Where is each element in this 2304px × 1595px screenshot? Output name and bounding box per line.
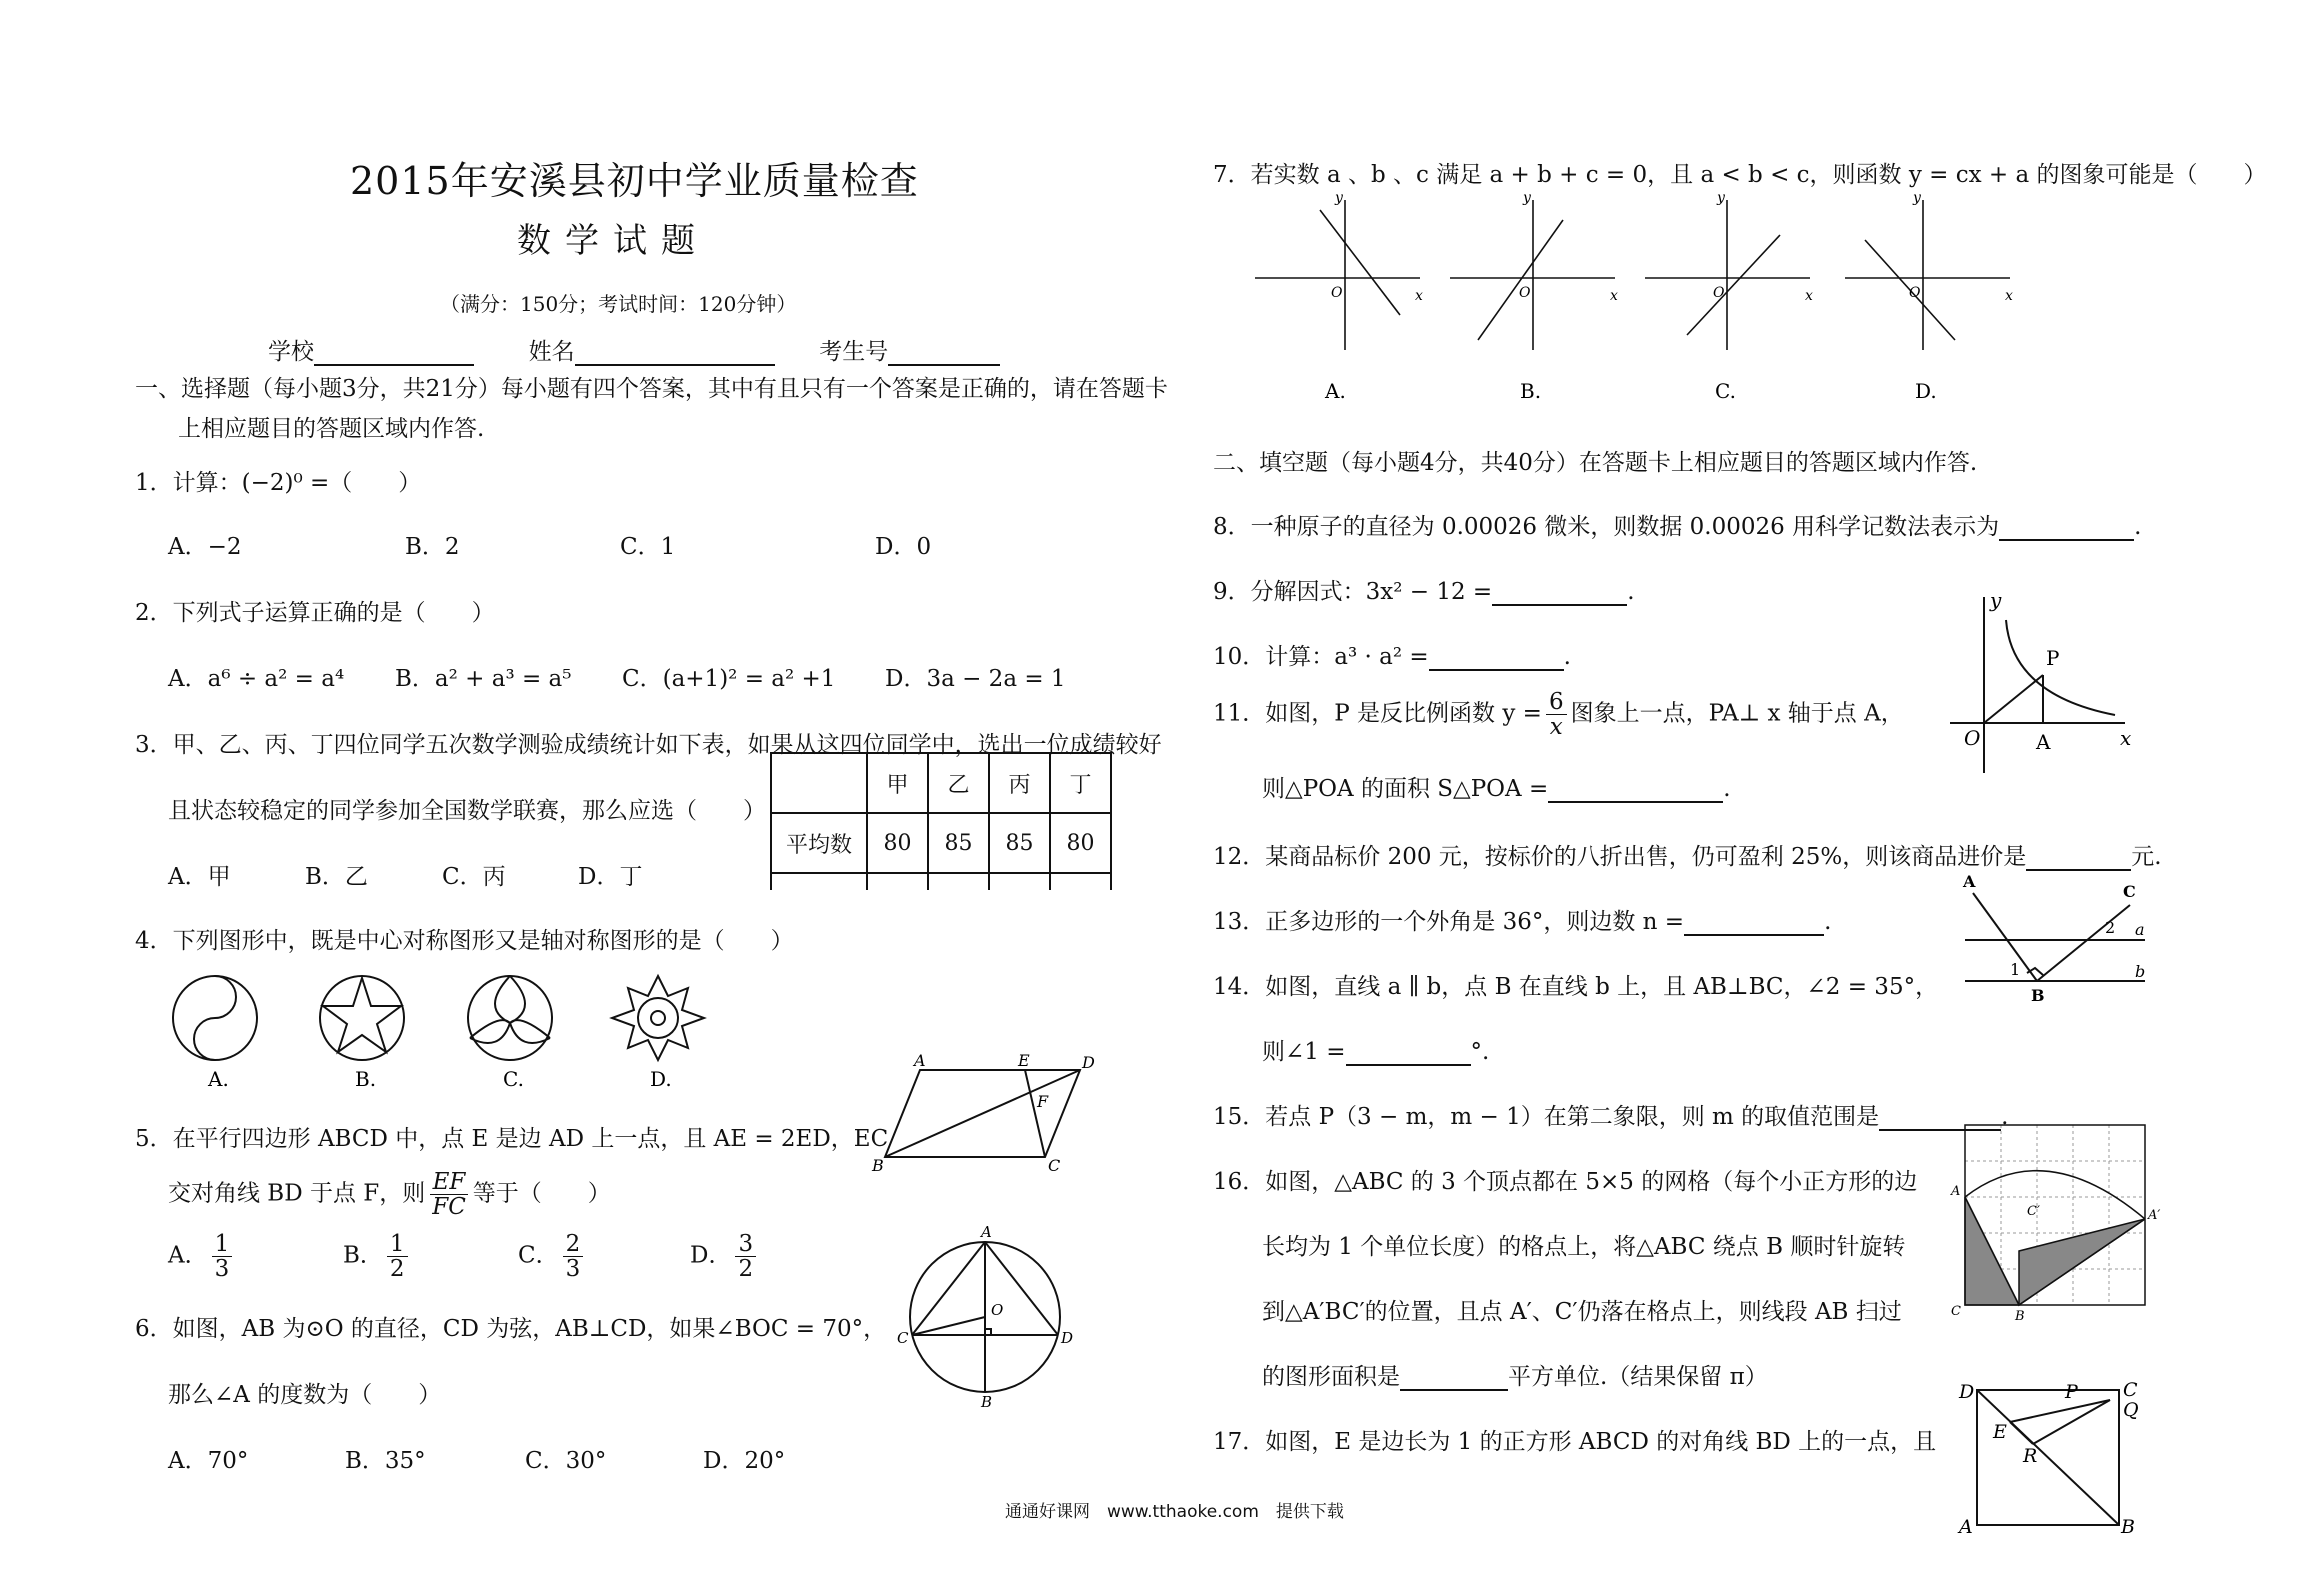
q4-figure-c xyxy=(468,976,552,1060)
table-cell: 85 xyxy=(989,813,1050,873)
q5-line2-pre: 交对角线 BD 于点 F，则 xyxy=(168,1180,426,1207)
svg-text:A: A xyxy=(1951,1184,1961,1199)
footer-credit: 通通好课网 www.tthaoke.com 提供下载 xyxy=(1005,1502,1344,1522)
svg-text:B: B xyxy=(2121,1516,2135,1538)
q4-label-c: C. xyxy=(503,1067,524,1091)
table-cell: 85 xyxy=(928,813,989,873)
svg-text:C: C xyxy=(2123,882,2136,901)
q4-figures xyxy=(170,968,690,1098)
svg-text:x: x xyxy=(1805,288,1813,304)
svg-text:O: O xyxy=(1331,285,1343,301)
q1-stem: 1．计算：(−2)⁰ =（ ） xyxy=(135,470,422,496)
q14-answer-blank[interactable] xyxy=(1346,1042,1471,1066)
q12-answer-blank[interactable] xyxy=(2026,847,2131,871)
q5-fraction: $\frac{EF}{FC}$ xyxy=(429,1170,469,1219)
q7-graph-b xyxy=(1450,200,1615,350)
section1-heading-line2: 上相应题目的答题区域内作答. xyxy=(178,416,485,442)
q2-option-a: A．a⁶ ÷ a² = a⁴ xyxy=(168,666,345,692)
svg-text:B: B xyxy=(2015,1309,2025,1324)
q11-figure xyxy=(1950,585,2140,775)
q4-figure-a xyxy=(173,976,257,1060)
svg-text:D: D xyxy=(1959,1381,1975,1403)
exam-no-label: 考生号 xyxy=(819,339,889,365)
q9-answer-blank[interactable] xyxy=(1492,582,1627,606)
q6-circle-figure xyxy=(893,1223,1074,1411)
q10: 10．计算：a³ · a² = . xyxy=(1213,644,1571,670)
school-field[interactable] xyxy=(314,342,474,366)
svg-text:O: O xyxy=(1713,285,1725,301)
q13-answer-blank[interactable] xyxy=(1684,912,1824,936)
q7-graph-d xyxy=(1845,200,2010,350)
svg-text:A′: A′ xyxy=(2148,1208,2161,1223)
q5-option-c: C． $\frac{2}{3}$ xyxy=(518,1232,690,1281)
q16-line3: 到△A′BC′的位置，且点 A′、C′仍落在格点上，则线段 AB 扫过 xyxy=(1262,1299,1902,1325)
svg-text:P: P xyxy=(2046,646,2060,670)
table-row-label: 平均数 xyxy=(771,813,867,873)
q11-fraction: $\frac{6}{x}$ xyxy=(1546,690,1567,739)
q2-option-b: B．a² + a³ = a⁵ xyxy=(395,666,572,692)
q9: 9．分解因式：3x² − 12 = . xyxy=(1213,579,1635,605)
q3-line1: 3．甲、乙、丙、丁四位同学五次数学测验成绩统计如下表，如果从这四位同学中，选出一位成绩较好 xyxy=(135,732,1162,758)
svg-text:C: C xyxy=(1048,1156,1061,1175)
q12: 12．某商品标价 200 元，按标价的八折出售，仍可盈利 25%，则该商品进价是 元. xyxy=(1213,844,2162,870)
q3-line2: 且状态较稳定的同学参加全国数学联赛，那么应选（ ） xyxy=(168,798,766,824)
q5-option-a: A． $\frac{1}{3}$ xyxy=(168,1232,343,1281)
candidate-fields xyxy=(268,333,1000,366)
q1-option-a: A．−2 xyxy=(168,534,242,560)
q3-score-table xyxy=(770,752,1112,890)
svg-text:D: D xyxy=(1082,1053,1095,1072)
svg-text:F: F xyxy=(1037,1092,1049,1111)
table-cell xyxy=(771,753,867,813)
svg-text:O: O xyxy=(991,1301,1004,1319)
q11-answer-blank[interactable] xyxy=(1548,779,1723,803)
q2-option-d: D．3a − 2a = 1 xyxy=(885,666,1066,692)
svg-text:O: O xyxy=(1909,285,1921,301)
q17-text: 17．如图，E 是边长为 1 的正方形 ABCD 的对角线 BD 上的一点，且 xyxy=(1213,1429,1937,1455)
q4-stem: 4．下列图形中，既是中心对称图形又是轴对称图形的是（ ） xyxy=(135,928,794,954)
q7-label-b: B. xyxy=(1520,379,1542,403)
svg-text:y: y xyxy=(1913,190,1921,206)
q7-graph-c xyxy=(1645,200,1810,350)
q14-line1: 14．如图，直线 a ∥ b，点 B 在直线 b 上，且 AB⊥BC，∠2 = 35°， xyxy=(1213,974,1939,1000)
table-header-bing: 丙 xyxy=(989,753,1050,813)
exam-info: （满分：150分；考试时间：120分钟） xyxy=(440,292,797,316)
name-label: 姓名 xyxy=(528,339,575,365)
q11-line1: 11．如图，P 是反比例函数 y = $\frac{6}{x}$ 图象上一点，PA⊥ x 轴于点 A， xyxy=(1213,689,1904,741)
q5-line2 xyxy=(168,1170,611,1219)
q6-option-a: A．70° xyxy=(168,1448,249,1474)
svg-text:y: y xyxy=(1335,190,1343,206)
q5-parallelogram-figure xyxy=(872,1051,1100,1175)
q5-options xyxy=(168,1232,760,1281)
q16-answer-blank[interactable] xyxy=(1400,1367,1508,1391)
table-row xyxy=(771,813,1111,873)
svg-text:x: x xyxy=(1415,288,1423,304)
svg-text:O: O xyxy=(1964,726,1981,750)
svg-text:y: y xyxy=(1523,190,1531,206)
q11-line2: 则△POA 的面积 S△POA = . xyxy=(1262,776,1731,802)
q4-label-d: D. xyxy=(650,1067,672,1091)
q14-figure xyxy=(1955,872,2155,1005)
q4-figure-d xyxy=(612,976,704,1060)
q1-option-b: B．2 xyxy=(405,534,460,560)
svg-text:E: E xyxy=(1018,1051,1030,1070)
exam-no-field[interactable] xyxy=(888,342,1000,366)
q3-option-b: B．乙 xyxy=(305,864,368,890)
svg-text:P: P xyxy=(2065,1381,2078,1403)
q5-option-d: D． $\frac{3}{2}$ xyxy=(690,1232,760,1281)
svg-text:A: A xyxy=(1963,872,1976,891)
svg-text:x: x xyxy=(2120,726,2132,750)
q6-option-b: B．35° xyxy=(345,1448,426,1474)
q16-line1: 16．如图，△ABC 的 3 个顶点都在 5×5 的网格（每个小正方形的边 xyxy=(1213,1169,1918,1195)
svg-text:B: B xyxy=(872,1156,884,1175)
q6-line1: 6．如图，AB 为⊙O 的直径，CD 为弦，AB⊥CD，如果∠BOC = 70°， xyxy=(135,1316,887,1342)
q16-line4: 的图形面积是 平方单位.（结果保留 π） xyxy=(1262,1364,1768,1390)
q4-figure-b xyxy=(320,976,404,1060)
svg-text:a: a xyxy=(2135,920,2145,939)
svg-text:y: y xyxy=(1717,190,1725,206)
section2-heading: 二、填空题（每小题4分，共40分）在答题卡上相应题目的答题区域内作答. xyxy=(1213,450,1978,476)
table-cell: 80 xyxy=(867,813,928,873)
table-row xyxy=(771,873,1111,890)
q7-label-d: D. xyxy=(1915,379,1937,403)
q5-option-b: B． $\frac{1}{2}$ xyxy=(343,1232,518,1281)
q16-line2: 长均为 1 个单位长度）的格点上，将△ABC 绕点 B 顺时针旋转 xyxy=(1262,1234,1906,1260)
school-label: 学校 xyxy=(268,339,314,365)
q14-line2: 则∠1 = °. xyxy=(1262,1039,1490,1065)
svg-text:A: A xyxy=(914,1051,926,1070)
svg-text:1: 1 xyxy=(2010,960,2021,979)
svg-text:A: A xyxy=(2036,730,2051,754)
name-field[interactable] xyxy=(575,342,775,366)
table-row xyxy=(771,753,1111,813)
q4-label-a: A. xyxy=(208,1067,229,1091)
page-title: 2015年安溪县初中学业质量检查 xyxy=(350,159,919,203)
svg-text:y: y xyxy=(1990,588,2002,612)
q6-option-c: C．30° xyxy=(525,1448,607,1474)
svg-text:R: R xyxy=(2023,1445,2038,1467)
q6-option-d: D．20° xyxy=(703,1448,786,1474)
svg-text:b: b xyxy=(2135,962,2146,981)
q4-label-b: B. xyxy=(355,1067,377,1091)
svg-text:x: x xyxy=(2005,288,2013,304)
q7-label-a: A. xyxy=(1325,379,1346,403)
svg-text:B: B xyxy=(981,1393,993,1411)
q17-square-figure xyxy=(1959,1378,2145,1538)
svg-text:O: O xyxy=(1519,285,1531,301)
svg-text:E: E xyxy=(1993,1421,2007,1443)
q7-stem: 7．若实数 a 、b 、c 满足 a + b + c = 0，且 a < b < c，则函数 y = cx + a 的图象可能是（ ） xyxy=(1213,162,2267,188)
q7-graph-a xyxy=(1255,200,1420,350)
q16-grid-figure xyxy=(1951,1115,2161,1324)
q7-graphs xyxy=(1255,190,2035,410)
svg-text:A: A xyxy=(981,1223,992,1241)
table-header-yi: 乙 xyxy=(928,753,989,813)
svg-text:2: 2 xyxy=(2105,918,2116,937)
section1-heading-line1: 一、选择题（每小题3分，共21分）每小题有四个答案，其中有且只有一个答案是正确的，请在答题卡 xyxy=(135,376,1168,402)
q6-line2: 那么∠A 的度数为（ ） xyxy=(168,1382,442,1408)
q10-answer-blank[interactable] xyxy=(1429,647,1564,671)
q3-option-c: C．丙 xyxy=(442,864,506,890)
q8-answer-blank[interactable] xyxy=(1999,517,2134,541)
svg-text:Q: Q xyxy=(2123,1399,2139,1421)
svg-text:C: C xyxy=(897,1329,909,1347)
q13: 13．正多边形的一个外角是 36°，则边数 n = . xyxy=(1213,909,1832,935)
svg-text:D: D xyxy=(1061,1329,1074,1347)
svg-text:B: B xyxy=(2031,986,2045,1005)
q15: 15．若点 P（3 − m，m − 1）在第二象限，则 m 的取值范围是 . xyxy=(1213,1104,2009,1130)
q2-stem: 2．下列式子运算正确的是（ ） xyxy=(135,600,495,626)
q3-option-d: D．丁 xyxy=(578,864,643,890)
svg-text:x: x xyxy=(1610,288,1618,304)
table-cell: 80 xyxy=(1050,813,1111,873)
q8: 8．一种原子的直径为 0.00026 微米，则数据 0.00026 用科学记数法表示为 . xyxy=(1213,514,2142,540)
q7-label-c: C. xyxy=(1715,379,1736,403)
svg-text:C′: C′ xyxy=(2027,1204,2040,1219)
q5-line1: 5．在平行四边形 ABCD 中，点 E 是边 AD 上一点，且 AE = 2ED，EC xyxy=(135,1126,889,1152)
table-header-ding: 丁 xyxy=(1050,753,1111,813)
q1-option-c: C．1 xyxy=(620,534,676,560)
svg-text:C: C xyxy=(2123,1379,2138,1401)
svg-text:A: A xyxy=(1959,1516,1973,1538)
svg-text:C: C xyxy=(1951,1304,1961,1319)
q2-option-c: C．(a+1)² = a² +1 xyxy=(622,666,836,692)
q5-line2-post: 等于（ ） xyxy=(472,1180,611,1207)
q3-option-a: A．甲 xyxy=(168,864,231,890)
table-header-jia: 甲 xyxy=(867,753,928,813)
page-subtitle: 数学试题 xyxy=(517,221,709,261)
q1-option-d: D．0 xyxy=(875,534,932,560)
